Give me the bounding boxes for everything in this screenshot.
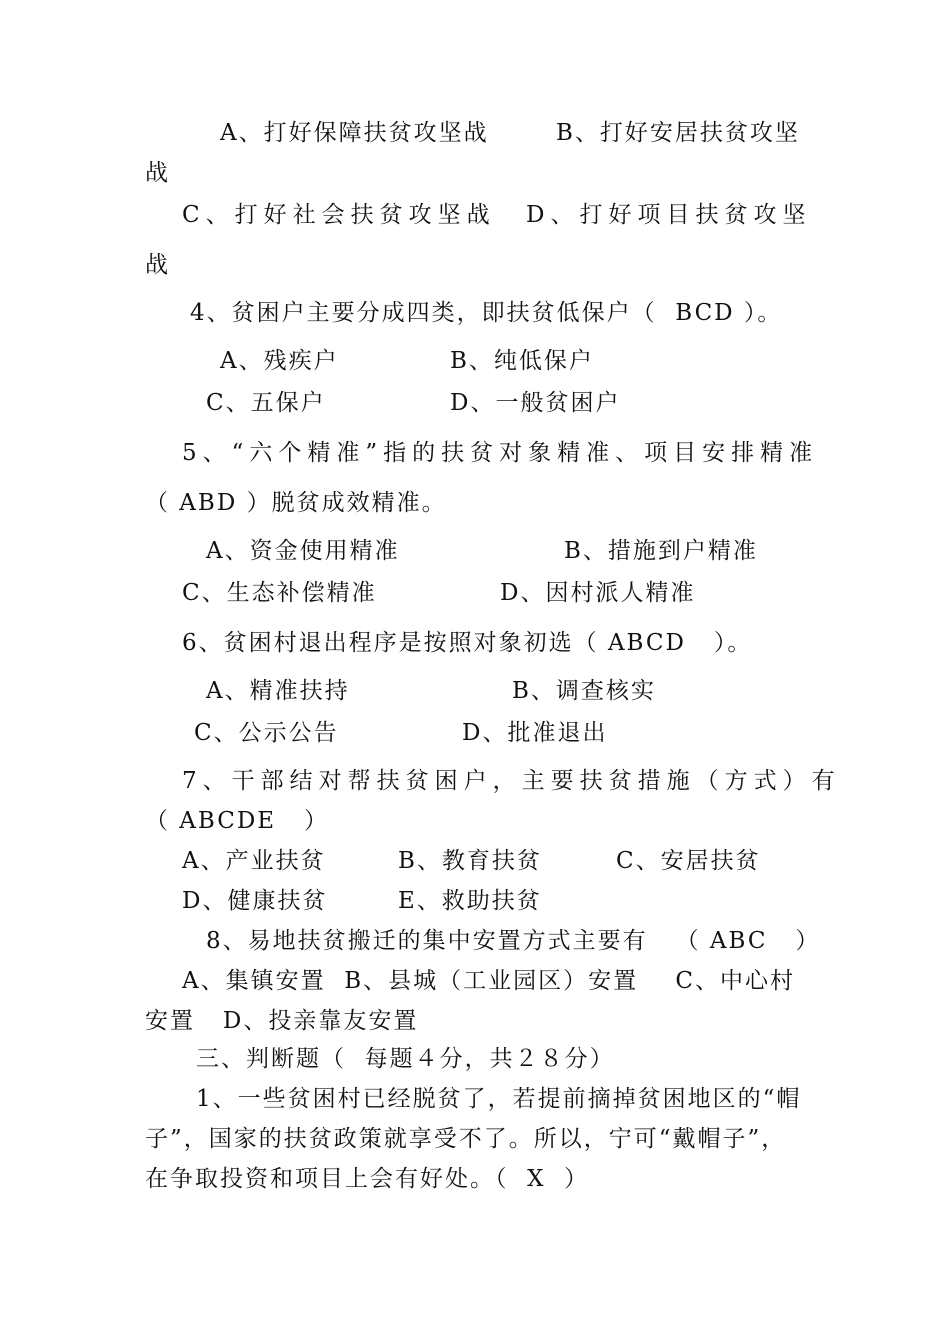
q7-option-c: C、安居扶贫 (616, 848, 761, 874)
q6-option-a: A、精准扶持 (206, 678, 350, 704)
q8-options-line2: A、集镇安置 B、县城（工业园区）安置 C、中心村 (182, 968, 795, 994)
q5-question-line1: 5、“六个精准”指的扶贫对象精准、项目安排精准 (182, 440, 819, 466)
judgment-item-1-line2: 子”，国家的扶贫政策就享受不了。所以，宁可“戴帽子”， (145, 1126, 787, 1152)
q7-option-d: D、健康扶贫 (182, 888, 328, 914)
q5-option-b: B、措施到户精准 (564, 538, 758, 564)
q4-option-b: B、纯低保户 (450, 348, 594, 374)
q7-question-line1: 7、干部结对帮扶贫困户，主要扶贫措施（方式）有 (182, 768, 841, 794)
judgment-item-1-line3: 在争取投资和项目上会有好处。（ X ） (145, 1166, 590, 1192)
q6-option-c: C、公示公告 (194, 720, 339, 746)
q7-option-b: B、教育扶贫 (398, 848, 542, 874)
q8-options-line3: 安置 D、投亲靠友安置 (145, 1008, 419, 1034)
q6-option-d: D、批准退出 (462, 720, 608, 746)
q5-option-a: A、资金使用精准 (206, 538, 400, 564)
q5-option-c: C、生态补偿精准 (182, 580, 377, 606)
q3-option-c: C、打好社会扶贫攻坚战 (182, 202, 496, 228)
judgment-item-1-line1: 1、一些贫困村已经脱贫了，若提前摘掉贫困地区的“帽 (196, 1086, 802, 1112)
q4-option-d: D、一般贫困户 (450, 390, 621, 416)
q6-option-b: B、调查核实 (512, 678, 656, 704)
q7-option-a: A、产业扶贫 (182, 848, 326, 874)
q4-option-c: C、五保户 (206, 390, 326, 416)
q6-question: 6、贫困村退出程序是按照对象初选（ ABCD ）。 (182, 630, 753, 656)
q3-option-d: D、打好项目扶贫攻坚 (526, 202, 812, 228)
q5-option-d: D、因村派人精准 (500, 580, 696, 606)
q3-option-a: A、打好保障扶贫攻坚战 (220, 120, 489, 146)
q8-question: 8、易地扶贫搬迁的集中安置方式主要有 （ ABC ） (206, 928, 821, 954)
q3-option-d-wrap: 战 (145, 252, 170, 278)
q3-option-b-wrap: 战 (145, 160, 170, 186)
q7-option-e: E、救助扶贫 (398, 888, 542, 914)
section-3-heading: 三、判断题（ 每题４分，共２８分） (196, 1046, 615, 1072)
q5-question-line2: （ ABD ）脱贫成效精准。 (145, 490, 447, 516)
q4-option-a: A、残疾户 (220, 348, 339, 374)
q4-question: 4、贫困户主要分成四类，即扶贫低保户（ BCD ）。 (190, 300, 783, 326)
q3-option-b: B、打好安居扶贫攻坚 (556, 120, 800, 146)
q7-question-line2: （ ABCDE ） (145, 808, 330, 834)
